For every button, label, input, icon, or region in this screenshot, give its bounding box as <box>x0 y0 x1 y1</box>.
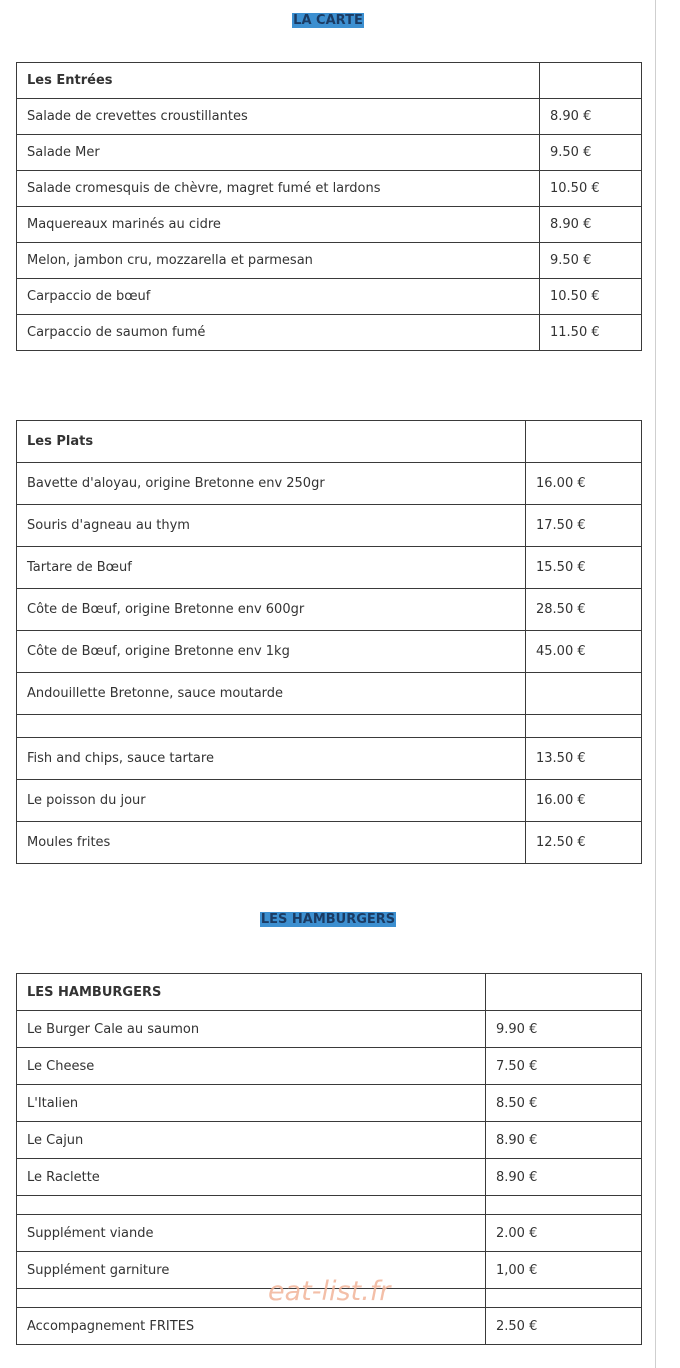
dish-name: Le Burger Cale au saumon <box>17 1011 486 1048</box>
entrees-header: Les Entrées <box>17 63 540 99</box>
dish-name: Côte de Bœuf, origine Bretonne env 1kg <box>17 631 526 673</box>
section-title-la-carte <box>0 13 656 29</box>
table-row <box>17 99 642 135</box>
dish-price: 12.50 € <box>526 822 642 864</box>
table-row <box>17 505 642 547</box>
dish-price: 2.00 € <box>486 1215 642 1252</box>
table-row <box>17 207 642 243</box>
table-row <box>17 243 642 279</box>
dish-name: Tartare de Bœuf <box>17 547 526 589</box>
dish-name: Supplément garniture <box>17 1252 486 1289</box>
empty-cell <box>17 715 526 738</box>
table-row <box>17 315 642 351</box>
dish-price: 45.00 € <box>526 631 642 673</box>
dish-name: Melon, jambon cru, mozzarella et parmesan <box>17 243 540 279</box>
empty-cell <box>17 1289 486 1308</box>
dish-price: 8.90 € <box>540 99 642 135</box>
dish-price: 8.50 € <box>486 1085 642 1122</box>
dish-price: 8.90 € <box>486 1159 642 1196</box>
empty-cell <box>17 1196 486 1215</box>
plats-header-price-cell <box>526 421 642 463</box>
dish-name: Salade de crevettes croustillantes <box>17 99 540 135</box>
dish-price: 9.90 € <box>486 1011 642 1048</box>
dish-name: L'Italien <box>17 1085 486 1122</box>
table-header-row <box>17 421 642 463</box>
dish-name: Moules frites <box>17 822 526 864</box>
table-row <box>17 171 642 207</box>
dish-price: 11.50 € <box>540 315 642 351</box>
dish-price: 1,00 € <box>486 1252 642 1289</box>
empty-cell <box>486 1289 642 1308</box>
dish-price: 16.00 € <box>526 463 642 505</box>
dish-price: 9.50 € <box>540 135 642 171</box>
dish-price: 15.50 € <box>526 547 642 589</box>
table-row <box>17 822 642 864</box>
entrees-header-price-cell <box>540 63 642 99</box>
dish-name: Maquereaux marinés au cidre <box>17 207 540 243</box>
dish-name: Carpaccio de saumon fumé <box>17 315 540 351</box>
table-row <box>17 1159 642 1196</box>
table-row <box>17 1048 642 1085</box>
dish-name: Le poisson du jour <box>17 780 526 822</box>
dish-name: Salade Mer <box>17 135 540 171</box>
dish-price: 10.50 € <box>540 171 642 207</box>
table-row <box>17 780 642 822</box>
dish-name: Le Raclette <box>17 1159 486 1196</box>
dish-price: 13.50 € <box>526 738 642 780</box>
dish-name: Fish and chips, sauce tartare <box>17 738 526 780</box>
dish-name: Andouillette Bretonne, sauce moutarde <box>17 673 526 715</box>
dish-price: 9.50 € <box>540 243 642 279</box>
table-row <box>17 1122 642 1159</box>
dish-name: Carpaccio de bœuf <box>17 279 540 315</box>
section-title-hamburgers <box>0 912 656 928</box>
table-row <box>17 547 642 589</box>
table-row <box>17 738 642 780</box>
dish-price: 8.90 € <box>486 1122 642 1159</box>
plats-table <box>16 420 642 864</box>
page-right-divider <box>655 0 656 1368</box>
section-title-hamburgers-text: LES HAMBURGERS <box>260 912 396 927</box>
dish-price: 2.50 € <box>486 1308 642 1345</box>
dish-price: 17.50 € <box>526 505 642 547</box>
dish-price: 8.90 € <box>540 207 642 243</box>
dish-name: Salade cromesquis de chèvre, magret fumé et lardons <box>17 171 540 207</box>
table-row <box>17 463 642 505</box>
table-row <box>17 1215 642 1252</box>
table-row <box>17 1011 642 1048</box>
table-header-row <box>17 63 642 99</box>
dish-price: 7.50 € <box>486 1048 642 1085</box>
dish-price <box>526 673 642 715</box>
table-header-row <box>17 974 642 1011</box>
empty-cell <box>486 1196 642 1215</box>
section-title-la-carte-text: LA CARTE <box>293 13 363 28</box>
empty-row <box>17 715 642 738</box>
dish-name: Le Cajun <box>17 1122 486 1159</box>
plats-header: Les Plats <box>17 421 526 463</box>
table-row <box>17 135 642 171</box>
dish-price: 10.50 € <box>540 279 642 315</box>
table-row <box>17 1085 642 1122</box>
dish-name: Souris d'agneau au thym <box>17 505 526 547</box>
entrees-table <box>16 62 642 351</box>
watermark-text: eat-list.fr <box>268 1276 391 1307</box>
table-row <box>17 589 642 631</box>
table-row <box>17 673 642 715</box>
dish-name: Le Cheese <box>17 1048 486 1085</box>
dish-name: Côte de Bœuf, origine Bretonne env 600gr <box>17 589 526 631</box>
dish-name: Accompagnement FRITES <box>17 1308 486 1345</box>
table-row <box>17 1308 642 1345</box>
hamburgers-header-price-cell <box>486 974 642 1011</box>
hamburgers-header: LES HAMBURGERS <box>17 974 486 1011</box>
dish-name: Bavette d'aloyau, origine Bretonne env 250gr <box>17 463 526 505</box>
empty-cell <box>526 715 642 738</box>
dish-price: 28.50 € <box>526 589 642 631</box>
table-row <box>17 279 642 315</box>
table-row <box>17 631 642 673</box>
dish-price: 16.00 € <box>526 780 642 822</box>
dish-name: Supplément viande <box>17 1215 486 1252</box>
empty-row <box>17 1196 642 1215</box>
